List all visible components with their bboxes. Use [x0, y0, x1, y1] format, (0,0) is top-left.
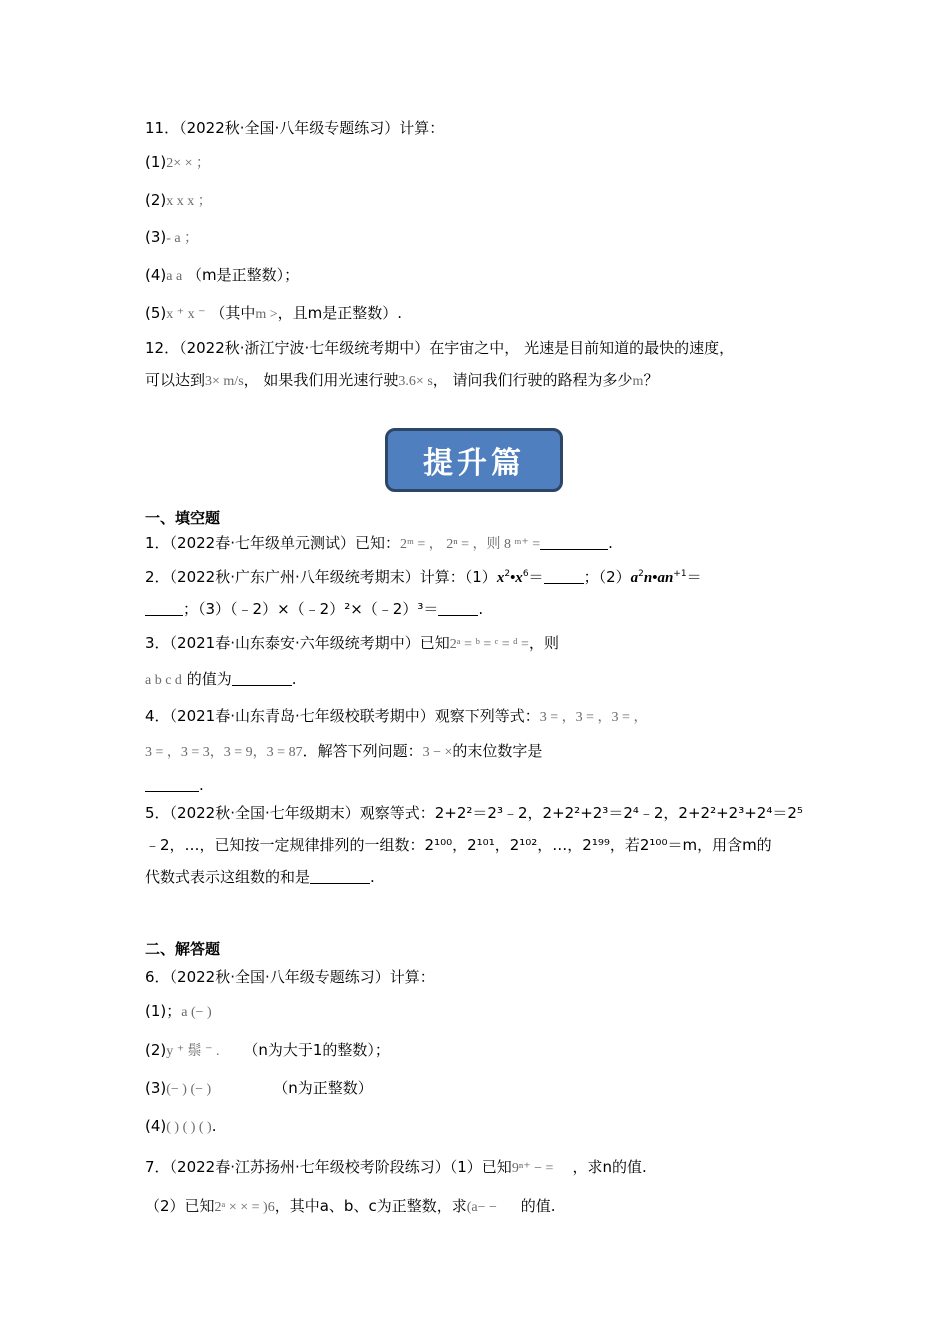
q4-line3: .: [145, 775, 204, 795]
q6-part2: (2)y ⁺ 鬃 ⁻ . （n为大于1的整数）；: [145, 1041, 390, 1059]
q12-line2: 可以达到3× m/s， 如果我们用光速行驶3.6× s， 请问我们行驶的路程为多少m？: [145, 371, 659, 389]
answer-blank[interactable]: [232, 671, 292, 686]
answer-blank[interactable]: [540, 535, 608, 550]
q6-part4: (4)( ) ( ) ( ).: [145, 1117, 217, 1135]
q1-line: 1．（2022春·七年级单元测试）已知：2ᵐ = ， 2ⁿ = ，则 8 ᵐ⁺ = .: [145, 534, 613, 552]
q5-line1: 5．（2022秋·全国·七年级期末）观察等式：2+2²＝2³﹣2，2+2²+2³＝2⁴﹣2，2+2²+2³+2⁴＝2⁵: [145, 804, 803, 822]
q11-part2: (2)x x x ；: [145, 191, 212, 209]
section-solve-title: 二、解答题: [145, 940, 221, 958]
q2-line2: ；（3）（﹣2）×（﹣2）²×（﹣2）³＝ .: [145, 599, 483, 619]
q2-line1: 2．（2022秋·广东广州·八年级统考期末）计算：$(1)x^2•x^6=$ ；$(2)a^2n•an^{+1}=$: [145, 568, 702, 586]
q4-line2: 3 = ，3 = 3，3 = 9，3 = 87．解答下列问题：3 − ×的末位数字是: [145, 742, 543, 760]
q11-part1: (1)2× × ；: [145, 153, 211, 171]
answer-blank[interactable]: [145, 777, 199, 792]
q4-line1: 4．（2021春·山东青岛·七年级校联考期中）观察下列等式：3 = ，3 = ，3 = ，: [145, 707, 648, 725]
q11-heading: 11．（2022秋·全国·八年级专题练习）计算：: [145, 119, 445, 137]
answer-blank[interactable]: [145, 601, 183, 616]
q7-line2: （2）已知2ᵃ × × = )6，其中a、b、c为正整数，求(a− − 的值.: [145, 1197, 556, 1215]
q11-part4: (4)a a （m是正整数）；: [145, 266, 300, 284]
q5-line2: ﹣2，…，已知按一定规律排列的一组数：2¹⁰⁰，2¹⁰¹，2¹⁰²，…，2¹⁹⁹，若2¹⁰⁰＝m，用含m的: [145, 836, 772, 854]
answer-blank[interactable]: [544, 569, 584, 584]
section-fill-blank-title: 一、填空题: [145, 509, 221, 527]
q11-part3: (3)- a ；: [145, 228, 199, 246]
answer-blank[interactable]: [438, 601, 478, 616]
q3-line2: a b c d 的值为 .: [145, 670, 297, 688]
q6-part1: (1)；a (− ): [145, 1002, 212, 1020]
q5-line3: 代数式表示这组数的和是 .: [145, 868, 375, 886]
q11-part5: (5)x ⁺ x ⁻ （其中m >，且m是正整数）.: [145, 304, 403, 322]
q6-heading: 6．（2022秋·全国·八年级专题练习）计算：: [145, 968, 435, 986]
q3-line1: 3．（2021春·山东泰安·六年级统考期中）已知2ᵃ = ᵇ = ᶜ = ᵈ =，则: [145, 634, 559, 652]
section-banner: 提升篇: [385, 428, 563, 492]
q7-line1: 7．（2022春·江苏扬州·七年级校考阶段练习）（1）已知9ⁿ⁺ − = ，求n的值.: [145, 1158, 647, 1176]
q6-part3: (3)(− ) (− ) （n为正整数）: [145, 1079, 373, 1097]
answer-blank[interactable]: [310, 869, 370, 884]
q12-line1: 12．（2022秋·浙江宁波·七年级统考期中）在宇宙之中， 光速是目前知道的最快的速度，: [145, 339, 735, 357]
